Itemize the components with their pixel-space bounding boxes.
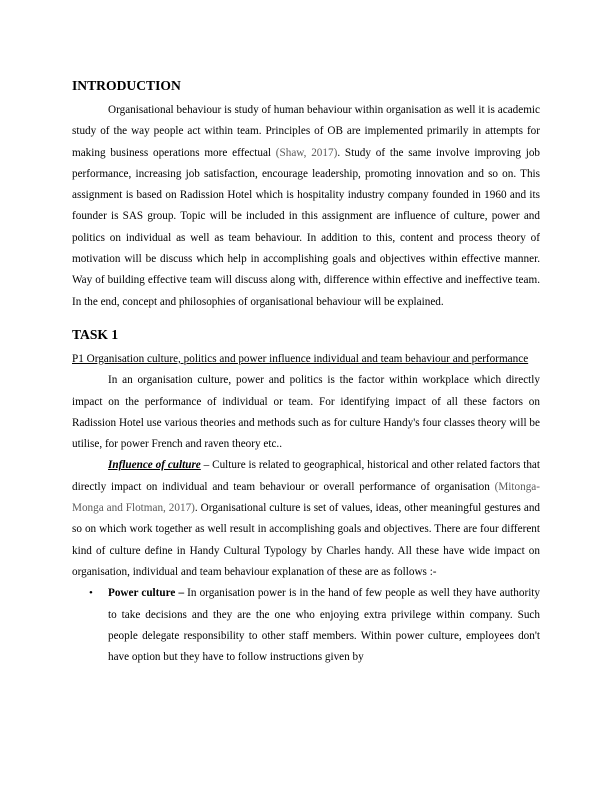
intro-text-b: . Study of the same involve improving job performance, increasing job satisfaction, encourage leadership, promoting innovation and so on. This assignment is based on Radission Hotel which is hospitality industry company founded in 1960 and its founder is SAS group. Topic will be included in this assignment are influence of culture, power and politics on individual as well as team behaviour. In addition to this, content and process theory of motivation will be discuss which help in accomplishing goals and objectives within effective manner. Way of building effective team will discuss along with, difference within effective and ineffective team. In the end, concept and philosophies of organisational behaviour will be explained.: [72, 146, 541, 308]
culture-lead: Influence of culture: [108, 459, 201, 472]
intro-text-a: Organisational behaviour is study of human behaviour within organisation as well it is academic study of the way people act within team. Principles of OB are implemented primarily in attempts for making business operations more effectual: [72, 104, 540, 159]
intro-paragraph: [72, 100, 540, 313]
intro-heading: INTRODUCTION: [72, 78, 181, 93]
culture-text-a: – Culture is related to geographical, historical and other related factors that directly impact on individual and team behaviour or overall performance of organisation: [72, 459, 540, 493]
task1-subheading: P1 Organisation culture, politics and power influence individual and team behaviour and performance: [72, 352, 529, 365]
list-item-title: Power culture –: [108, 587, 185, 600]
task1-paragraph-2: [72, 455, 540, 583]
culture-citation: (Mitonga-Monga and Flotman, 2017): [72, 480, 540, 515]
task1-paragraph-1: In an organisation culture, power and politics is the factor within workplace which directly impact on the performance of individual or team. For identifying impact of all these factors on Radission Hotel use various theories and methods such as for culture Handy's four classes theory will be utilise, for power French and raven theory etc..: [72, 374, 540, 451]
page-content: [72, 78, 540, 668]
bullet-icon: •: [89, 587, 93, 600]
intro-citation: (Shaw, 2017): [275, 146, 338, 159]
task1-heading: TASK 1: [72, 326, 119, 342]
list-item-text: In organisation power is in the hand of few people as well they have authority to take decisions and they are the one who enjoying extra privilege within company. Such people delegate responsibility to other staff members. Within power culture, employees don't have option but they have to follow instructions given by: [108, 587, 541, 664]
culture-list: [72, 583, 540, 668]
list-item: [72, 583, 540, 668]
culture-text-b: . Organisational culture is set of values, ideas, other meaningful gestures and so on which work together as well result in accomplishing goals and objectives. There are four different kind of culture define in Handy Cultural Typology by Charles handy. All these have wide impact on organisation, individual and team behaviour explanation of these are as follows :-: [72, 502, 541, 578]
